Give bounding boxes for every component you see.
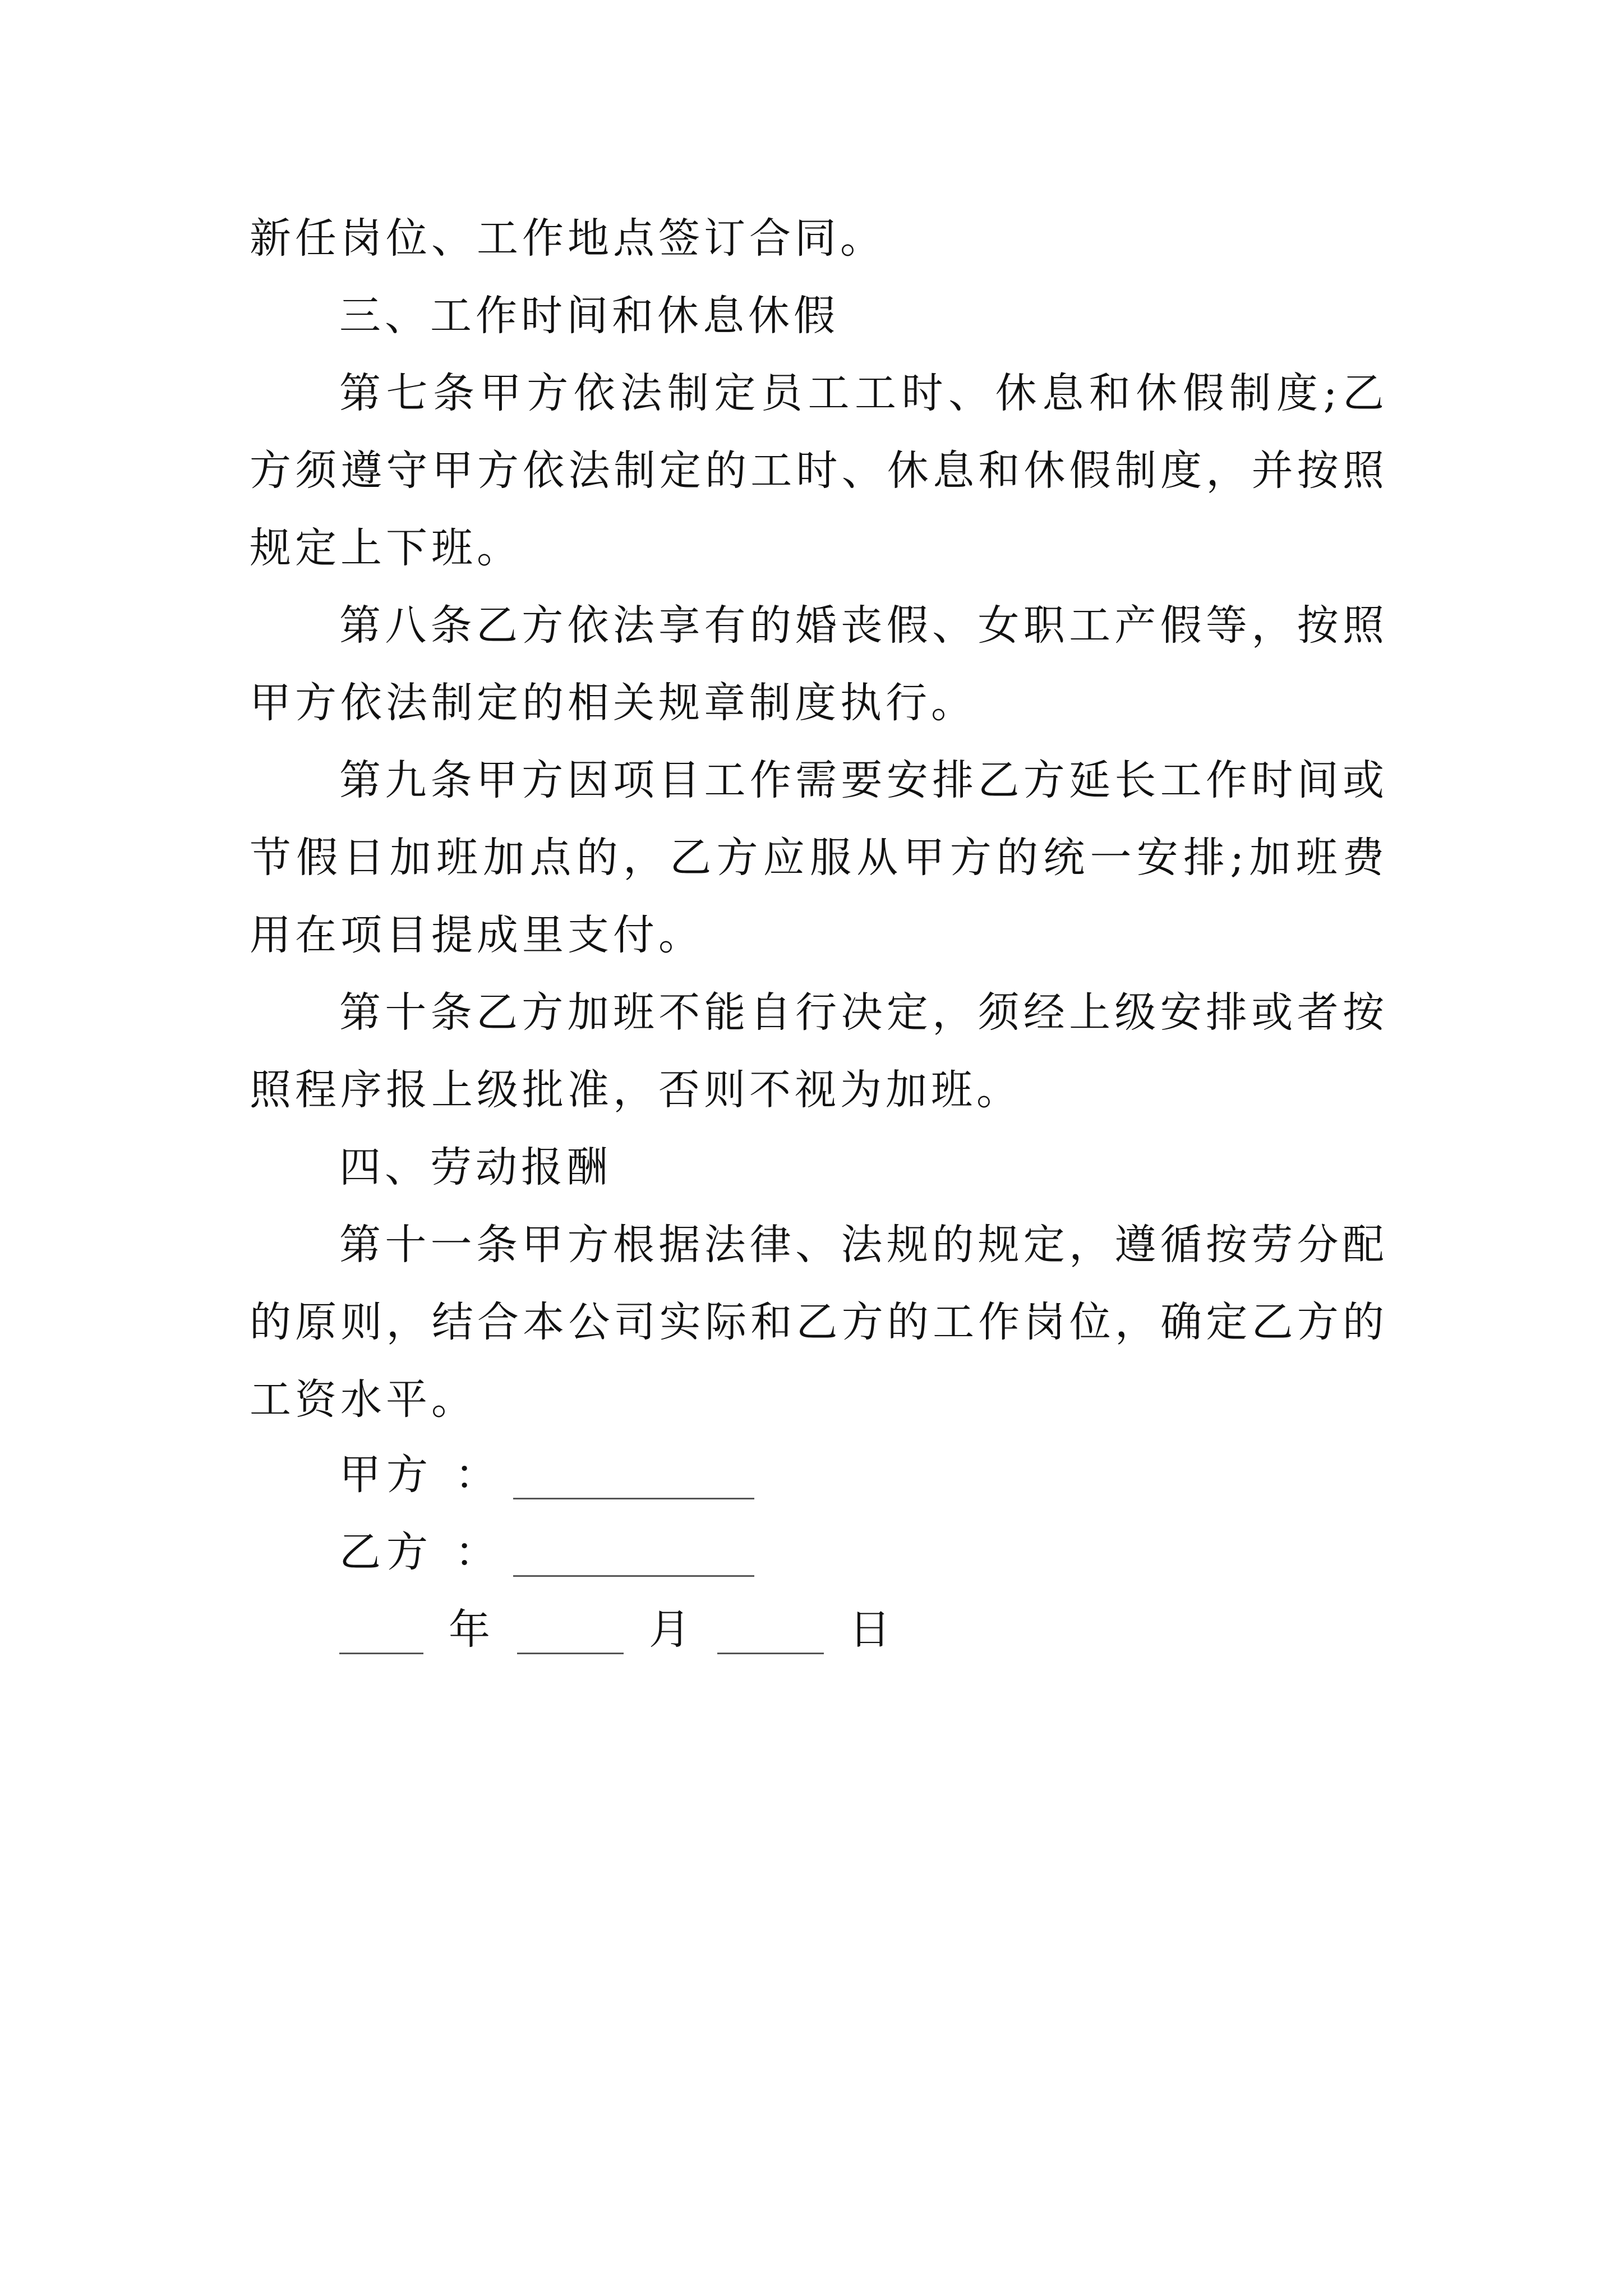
party-b-signature-line[interactable] xyxy=(513,1528,754,1577)
article-8: 第八条乙方依法享有的婚丧假、女职工产假等，按照甲方依法制定的相关规章制度执行。 xyxy=(250,601,1388,727)
article-11: 第十一条甲方根据法律、法规的规定，遵循按劳分配的原则，结合本公司实际和乙方的工作岗位，确定乙方的工资水平。 xyxy=(250,1221,1388,1424)
party-b-label: 乙方 xyxy=(339,1528,434,1576)
section-heading-remuneration: 四、劳动报酬 xyxy=(339,1143,612,1191)
day-blank[interactable] xyxy=(717,1605,824,1654)
year-blank[interactable] xyxy=(339,1605,423,1654)
signature-block xyxy=(339,1436,1349,1668)
article-10: 第十条乙方加班不能自行决定，须经上级安排或者按照程序报上级批准，否则不视为加班。 xyxy=(250,988,1388,1114)
paragraph-continuation: 新任岗位、工作地点签订合同。 xyxy=(250,214,886,263)
article-9: 第九条甲方因项目工作需要安排乙方延长工作时间或节假日加班加点的，乙方应服从甲方的统一安排;加班费用在项目提成里支付。 xyxy=(250,756,1388,959)
party-a-signature-line[interactable] xyxy=(513,1451,754,1499)
party-a-colon: ： xyxy=(455,1451,496,1499)
contract-body xyxy=(250,200,1388,1438)
day-label: 日 xyxy=(849,1605,891,1654)
date-row xyxy=(339,1591,1349,1668)
article-7: 第七条甲方依法制定员工工时、休息和休假制度;乙方须遵守甲方依法制定的工时、休息和休假制度，并按照规定上下班。 xyxy=(250,369,1388,572)
year-label: 年 xyxy=(449,1605,490,1654)
party-b-colon: ： xyxy=(455,1528,496,1576)
party-a-label: 甲方 xyxy=(339,1451,434,1499)
section-heading-work-hours: 三、工作时间和休息休假 xyxy=(339,292,839,340)
month-label: 月 xyxy=(649,1605,690,1654)
month-blank[interactable] xyxy=(517,1605,624,1654)
party-a-row xyxy=(339,1436,1349,1513)
party-b-row xyxy=(339,1513,1349,1591)
